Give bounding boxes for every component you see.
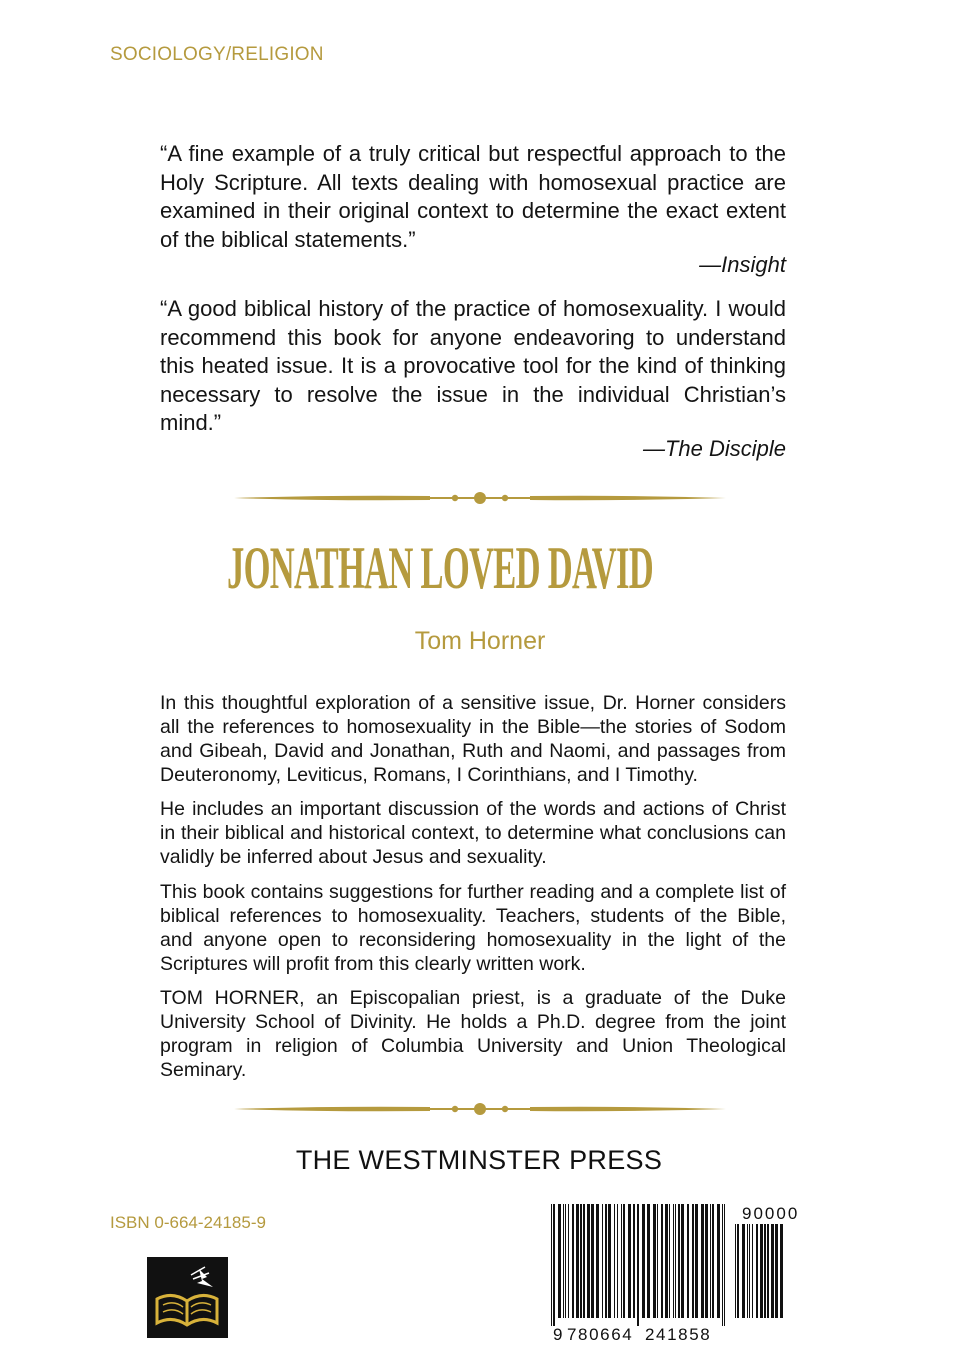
barcode-bar xyxy=(633,1204,635,1318)
barcode-bar xyxy=(717,1204,720,1318)
barcode-bar xyxy=(681,1204,684,1318)
barcode-bar xyxy=(605,1204,607,1318)
author-bio-paragraph: TOM HORNER, an Episcopalian priest, is a graduate of the Duke University School of Divinity. He holds a Ph.D. degree from the joint program in religion of Columbia University and Union Theological Seminary. xyxy=(160,987,786,1081)
barcode-bar xyxy=(572,1204,574,1318)
barcode-bar xyxy=(551,1204,552,1326)
description-paragraph: He includes an important discussion of the words and actions of Christ in their biblical and historical context, to determine what conclusions can validly be inferred about Jesus and sexuality. xyxy=(160,798,786,868)
barcode-bar xyxy=(665,1204,668,1318)
barcode-bar xyxy=(749,1224,750,1318)
description-paragraph: This book contains suggestions for further reading and a complete list of biblical references to homosexuality. Teachers, students of the Bible, and anyone open to reconsidering homosexuality in the light of the Scriptures will profit from this clearly written work. xyxy=(160,881,786,975)
barcode-bar xyxy=(752,1224,753,1318)
isbn-label: ISBN 0-664-24185-9 xyxy=(110,1213,266,1232)
barcode-bar xyxy=(608,1204,611,1318)
barcode-bar xyxy=(673,1204,674,1318)
barcode-bar xyxy=(647,1204,650,1318)
barcode-bar xyxy=(695,1204,698,1318)
barcode-bar xyxy=(568,1204,569,1318)
barcode-bar xyxy=(742,1224,745,1318)
review-source-disciple: —The Disciple xyxy=(642,436,786,461)
barcode-bar xyxy=(614,1204,615,1318)
barcode-bar xyxy=(602,1204,603,1318)
barcode-price-code: 90000 xyxy=(742,1204,800,1223)
barcode-bar xyxy=(692,1204,694,1318)
barcode-bar xyxy=(621,1204,622,1318)
barcode-right-digits: 241858 xyxy=(645,1325,712,1344)
barcode-bar xyxy=(687,1204,689,1318)
barcode-bar xyxy=(701,1204,704,1318)
barcode-bar xyxy=(724,1204,725,1326)
review-quote-insight: “A fine example of a truly critical but respectful approach to the Holy Scripture. All texts dealing with homosexual practice are examined in their original context to determine the exact extent of the biblical statements.” xyxy=(160,141,786,252)
barcode-bar xyxy=(705,1204,708,1318)
barcode-bar xyxy=(678,1204,680,1318)
review-quote-disciple: “A good biblical history of the practice of homosexuality. I would recommend this book for anyone endeavoring to understand this heated issue. It is a provocative tool for the kind of thinking necessary to resolve the issue in the individual Christian’s mind.” xyxy=(160,296,786,435)
barcode-bar xyxy=(565,1204,566,1318)
barcode-bar xyxy=(558,1204,561,1318)
barcode-bar xyxy=(767,1224,769,1318)
barcode-left-digits: 780664 xyxy=(567,1325,634,1344)
book-author: Tom Horner xyxy=(414,627,546,655)
barcode-bar xyxy=(775,1224,778,1318)
barcode-bar xyxy=(563,1204,564,1318)
barcode-bar xyxy=(628,1204,631,1318)
open-book-lightning-icon xyxy=(147,1257,228,1338)
barcode-bar xyxy=(596,1204,599,1318)
barcode-bar xyxy=(722,1204,723,1326)
barcode-bar xyxy=(657,1204,658,1318)
barcode-bar xyxy=(553,1204,555,1326)
barcode-bar xyxy=(623,1204,625,1318)
barcode-bar xyxy=(756,1224,758,1318)
barcode-bar xyxy=(637,1204,639,1326)
category-label: SOCIOLOGY/RELIGION xyxy=(110,44,324,65)
publisher-name: THE WESTMINSTER PRESS xyxy=(295,1145,663,1175)
barcode-bar xyxy=(591,1204,594,1318)
barcode-bar xyxy=(747,1224,748,1318)
barcode-bar xyxy=(642,1204,645,1318)
barcode-bar xyxy=(580,1204,582,1318)
barcode-bar xyxy=(653,1204,656,1318)
publisher-logo xyxy=(147,1257,228,1338)
barcode-bar xyxy=(710,1204,711,1318)
barcode-bar xyxy=(712,1204,714,1318)
barcode-bar xyxy=(576,1204,579,1318)
barcode-bar xyxy=(661,1204,663,1318)
barcode-bar xyxy=(735,1224,736,1318)
barcode-bar xyxy=(617,1204,618,1318)
barcode-number-system: 9 xyxy=(553,1325,563,1344)
isbn-barcode xyxy=(545,1200,800,1350)
book-title: JONATHAN LOVED DAVID xyxy=(227,535,653,602)
description-paragraph: In this thoughtful exploration of a sensitive issue, Dr. Horner considers all the references to homosexuality in the Bible—the stories of Sodom and Gibeah, David and Jonathan, Ruth and Naomi, and passages from Deuteronomy, Leviticus, Romans, I Corinthians, and I Timothy. xyxy=(160,692,786,786)
barcode-bar xyxy=(583,1204,585,1318)
barcode-bar xyxy=(764,1224,766,1318)
barcode-bar xyxy=(760,1224,763,1318)
barcode-bar xyxy=(737,1224,739,1318)
barcode-bars xyxy=(551,1204,725,1326)
ornament-divider-top-icon xyxy=(230,490,730,506)
barcode-bar xyxy=(771,1224,774,1318)
review-source-insight: —Insight xyxy=(699,252,786,277)
barcode-addon-bars xyxy=(735,1224,783,1318)
barcode-bar xyxy=(669,1204,670,1318)
barcode-bar xyxy=(675,1204,676,1318)
ornament-divider-bottom-icon xyxy=(230,1101,730,1117)
barcode-bar xyxy=(587,1204,590,1318)
barcode-bar xyxy=(780,1224,783,1318)
